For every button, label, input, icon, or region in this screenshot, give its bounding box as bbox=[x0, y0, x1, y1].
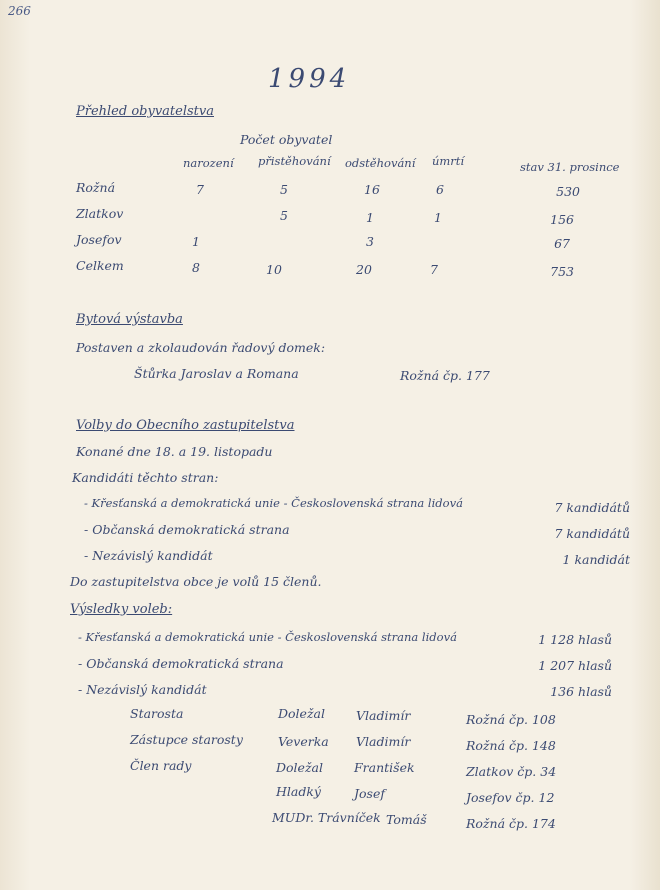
members-note: Do zastupitelstva obce je volů 15 členů. bbox=[70, 574, 322, 589]
official-first: Tomáš bbox=[386, 812, 427, 827]
cell-stav: 753 bbox=[550, 264, 574, 279]
result-votes: 136 hlasů bbox=[550, 684, 612, 699]
official-surname: Hladký bbox=[276, 784, 321, 799]
cell-umrti: 6 bbox=[436, 182, 444, 197]
party-count: 7 kandidátů bbox=[554, 526, 630, 541]
party-name: - Nezávislý kandidát bbox=[84, 548, 213, 563]
result-votes: 1 128 hlasů bbox=[538, 632, 612, 647]
cell-narozeni: 8 bbox=[192, 260, 200, 275]
official-address: Rožná čp. 174 bbox=[466, 816, 556, 831]
population-heading: Přehled obyvatelstva bbox=[76, 104, 214, 119]
col-odstehovani: odstěhování bbox=[345, 156, 416, 170]
official-surname: MUDr. Trávníček bbox=[272, 810, 381, 825]
official-role: Zástupce starosty bbox=[130, 732, 243, 747]
result-votes: 1 207 hlasů bbox=[538, 658, 612, 673]
official-surname: Veverka bbox=[278, 734, 329, 749]
official-role: Starosta bbox=[130, 706, 184, 721]
cell-pristehovani: 10 bbox=[266, 262, 282, 277]
party-count: 1 kandidát bbox=[562, 552, 630, 567]
row-place: Rožná bbox=[76, 180, 116, 195]
cell-pristehovani: 5 bbox=[280, 182, 288, 197]
cell-umrti: 1 bbox=[434, 210, 442, 225]
elections-heading: Volby do Obecního zastupitelstva bbox=[76, 418, 295, 433]
official-role: Člen rady bbox=[130, 758, 192, 773]
cell-stav: 156 bbox=[550, 212, 574, 227]
elections-held: Konané dne 18. a 19. listopadu bbox=[76, 444, 273, 459]
housing-address: Rožná čp. 177 bbox=[400, 368, 490, 383]
housing-line: Postaven a zkolaudován řadový domek: bbox=[76, 340, 326, 355]
official-first: Vladimír bbox=[356, 734, 411, 749]
housing-heading: Bytová výstavba bbox=[76, 312, 183, 327]
cell-odstehovani: 3 bbox=[366, 234, 374, 249]
official-first: Vladimír bbox=[356, 708, 411, 723]
result-name: - Občanská demokratická strana bbox=[78, 656, 284, 671]
cell-narozeni: 7 bbox=[196, 182, 204, 197]
population-subheading: Počet obyvatel bbox=[240, 132, 333, 147]
cell-stav: 530 bbox=[556, 184, 580, 199]
party-name: - Křesťanská a demokratická unie - Československá strana lidová bbox=[84, 496, 463, 510]
row-place: Zlatkov bbox=[76, 206, 124, 221]
official-first: František bbox=[354, 760, 415, 775]
official-surname: Doležal bbox=[278, 706, 325, 721]
row-place: Celkem bbox=[76, 258, 124, 273]
official-address: Zlatkov čp. 34 bbox=[466, 764, 557, 779]
result-name: - Křesťanská a demokratická unie - Československá strana lidová bbox=[78, 630, 457, 644]
col-narozeni: narození bbox=[183, 156, 234, 170]
row-place: Josefov bbox=[76, 232, 122, 247]
col-pristehovani: přistěhování bbox=[258, 154, 331, 168]
party-name: - Občanská demokratická strana bbox=[84, 522, 290, 537]
cell-odstehovani: 16 bbox=[364, 182, 380, 197]
col-stav: stav 31. prosince bbox=[520, 160, 620, 174]
official-address: Rožná čp. 148 bbox=[466, 738, 556, 753]
results-heading: Výsledky voleb: bbox=[70, 602, 173, 617]
cell-pristehovani: 5 bbox=[280, 208, 288, 223]
official-address: Josefov čp. 12 bbox=[466, 790, 555, 805]
cell-stav: 67 bbox=[554, 236, 570, 251]
col-umrti: úmrtí bbox=[432, 154, 465, 168]
cell-umrti: 7 bbox=[430, 262, 438, 277]
cell-odstehovani: 20 bbox=[356, 262, 372, 277]
candidates-intro: Kandidáti těchto stran: bbox=[72, 470, 219, 485]
official-address: Rožná čp. 108 bbox=[466, 712, 556, 727]
cell-narozeni: 1 bbox=[192, 234, 200, 249]
housing-owner: Štůrka Jaroslav a Romana bbox=[134, 366, 299, 381]
official-surname: Doležal bbox=[276, 760, 323, 775]
result-name: - Nezávislý kandidát bbox=[78, 682, 207, 697]
official-first: Josef bbox=[354, 786, 385, 801]
page-number: 266 bbox=[8, 4, 31, 18]
cell-odstehovani: 1 bbox=[366, 210, 374, 225]
party-count: 7 kandidátů bbox=[554, 500, 630, 515]
year-title: 1994 bbox=[268, 64, 351, 94]
